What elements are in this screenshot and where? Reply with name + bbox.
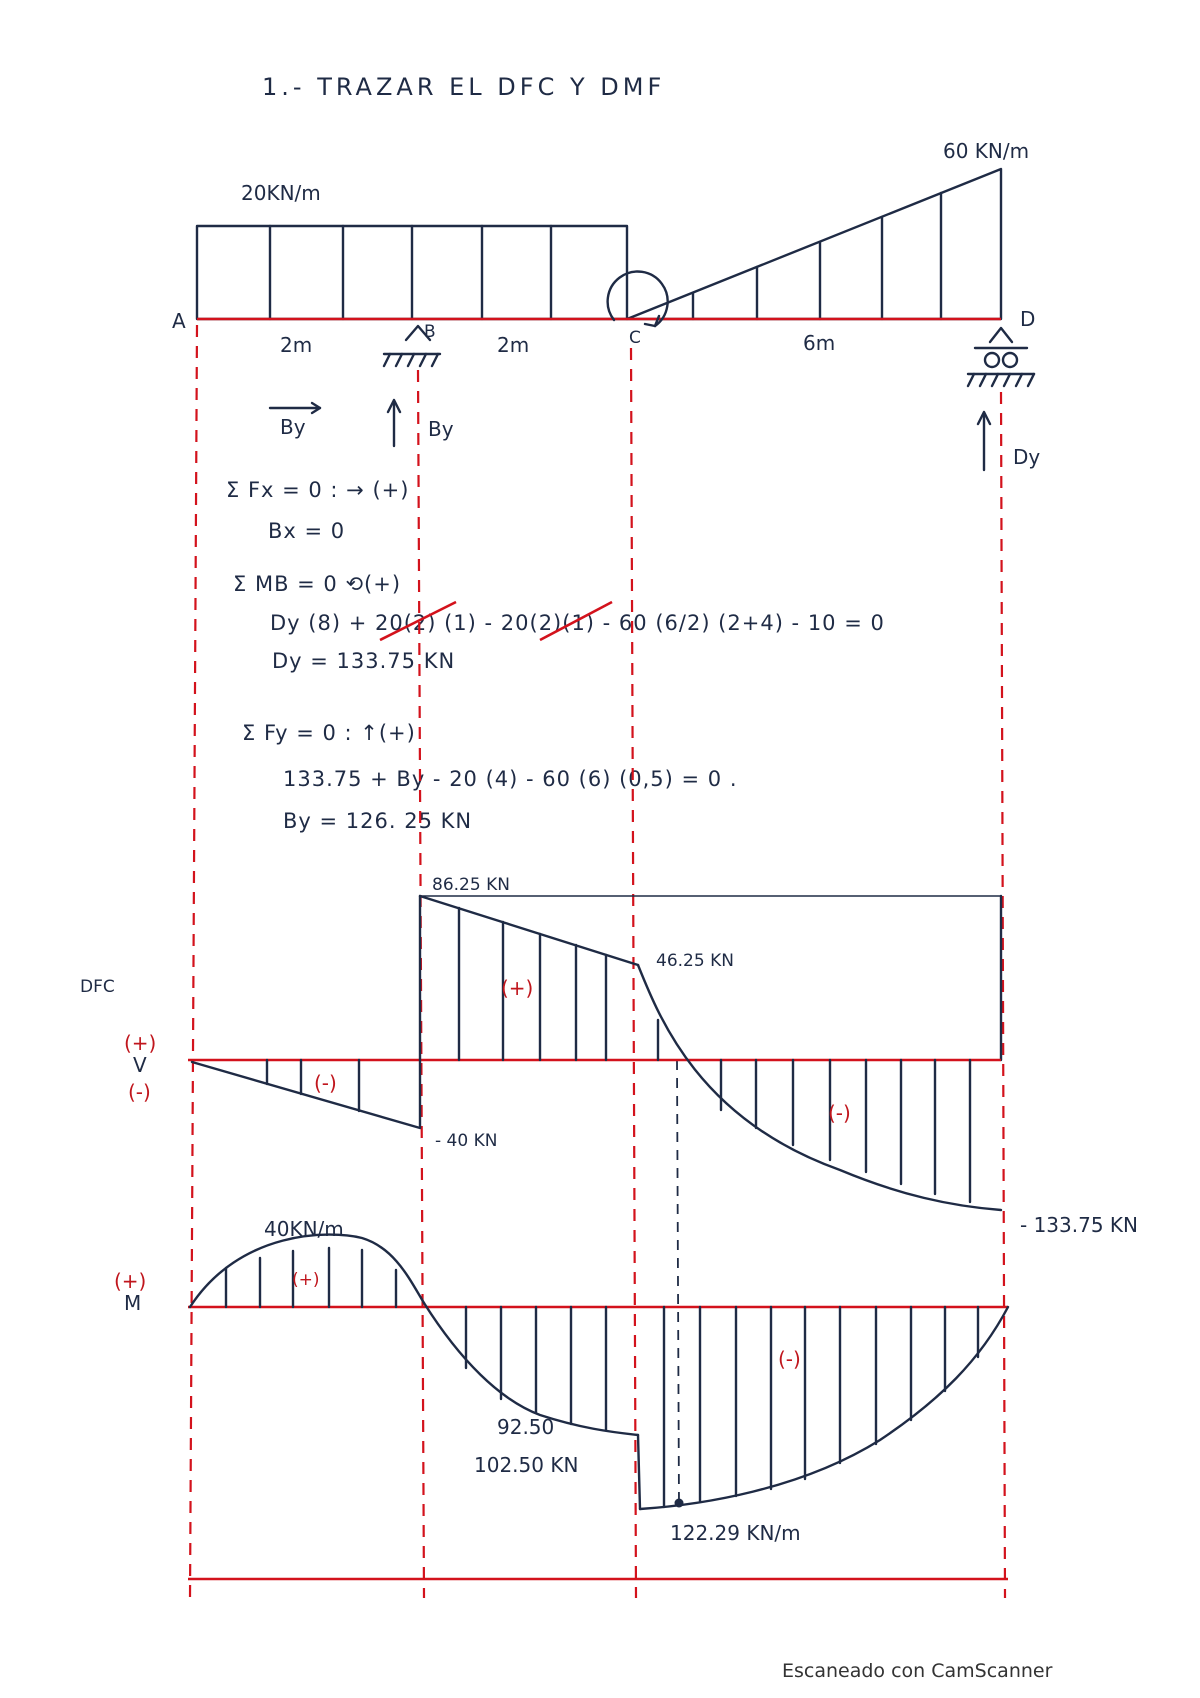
dmf-sign-negative: (-)	[778, 1347, 801, 1371]
bx-result: Bx = 0	[268, 519, 346, 543]
dfc-label: DFC	[80, 977, 115, 997]
point-d-label: D	[1020, 307, 1036, 331]
dfc-value-b-bottom: - 40 KN	[435, 1131, 498, 1151]
sum-mb-equation: Σ MB = 0 ⟲(+)	[233, 572, 402, 596]
point-b-label: B	[424, 322, 436, 342]
dmf-axis-plus: (+)	[114, 1269, 147, 1293]
by-result: By = 126. 25 KN	[283, 809, 473, 833]
dmf-jump-c	[638, 1435, 640, 1509]
equilibrium-equations	[226, 478, 885, 833]
sum-fy-equation: Σ Fy = 0 : ↑(+)	[242, 721, 416, 745]
dmf-min-point	[675, 1499, 684, 1508]
sum-fx-equation: Σ Fx = 0 : → (+)	[226, 478, 410, 502]
dfc-value-b-top: 86.25 KN	[432, 875, 510, 895]
uniform-load-hatch	[270, 226, 551, 319]
dfc-sign-negative-left: (-)	[314, 1071, 337, 1095]
shear-diagram	[80, 875, 1138, 1237]
dfc-value-d: - 133.75 KN	[1020, 1213, 1138, 1237]
dfc-hatch-ab	[267, 1060, 359, 1111]
bx-arrow-label: By	[280, 415, 306, 439]
span-ab-label: 2m	[280, 333, 313, 357]
dmf-value-c-left-1: 92.50	[497, 1415, 555, 1439]
dfc-axis-plus: (+)	[124, 1031, 157, 1055]
dmf-hatch-cd	[664, 1307, 978, 1507]
dfc-segment-ab	[192, 896, 420, 1128]
page-title: 1.- TRAZAR EL DFC Y DMF	[262, 73, 666, 101]
load-left-label: 20KN/m	[241, 181, 321, 205]
by-label: By	[428, 417, 454, 441]
dfc-sign-positive: (+)	[501, 976, 534, 1000]
dmf-value-c-left-2: 102.50 KN	[474, 1453, 579, 1477]
dfc-value-c: 46.25 KN	[656, 951, 734, 971]
reactions	[270, 400, 1040, 470]
dmf-axis-m: M	[124, 1291, 142, 1315]
guide-a	[190, 325, 197, 1598]
guide-c	[631, 348, 636, 1598]
projection-guides	[188, 325, 1008, 1598]
dmf-segment-cd	[640, 1307, 1008, 1509]
span-bc-label: 2m	[497, 333, 530, 357]
dfc-segment-cd	[638, 965, 1001, 1210]
dy-result: Dy = 133.75 KN	[272, 649, 456, 673]
dfc-axis-minus: (-)	[128, 1080, 151, 1104]
dfc-axis-v: V	[133, 1053, 147, 1077]
point-c-label: C	[629, 328, 641, 348]
dmf-value-min: 122.29 KN/m	[670, 1521, 801, 1545]
dfc-hatch-cd	[658, 1020, 970, 1202]
moment-diagram	[114, 1217, 1008, 1545]
dfc-sign-negative-right: (-)	[828, 1101, 851, 1125]
dmf-sign-positive: (+)	[292, 1270, 320, 1290]
moment-equation: Dy (8) + 20(2) (1) - 20(2)(1) - 60 (6/2) (2+4) - 10 = 0	[270, 611, 885, 635]
fy-equation: 133.75 + By - 20 (4) - 60 (6) (0,5) = 0 .	[283, 767, 738, 791]
beam-diagram	[172, 139, 1035, 386]
point-a-label: A	[172, 309, 186, 333]
load-right-label: 60 KN/m	[943, 139, 1030, 163]
guide-zero-shear	[677, 1060, 679, 1508]
scanner-watermark: Escaneado con CamScanner	[782, 1660, 1053, 1682]
dmf-hatch-bc	[466, 1307, 606, 1430]
triangular-load	[627, 169, 1001, 319]
triangular-load-hatch	[693, 193, 941, 319]
dmf-value-max-positive: 40KN/m	[264, 1217, 344, 1241]
roller-support-d	[968, 328, 1034, 386]
span-cd-label: 6m	[803, 331, 836, 355]
dy-label: Dy	[1013, 445, 1041, 469]
